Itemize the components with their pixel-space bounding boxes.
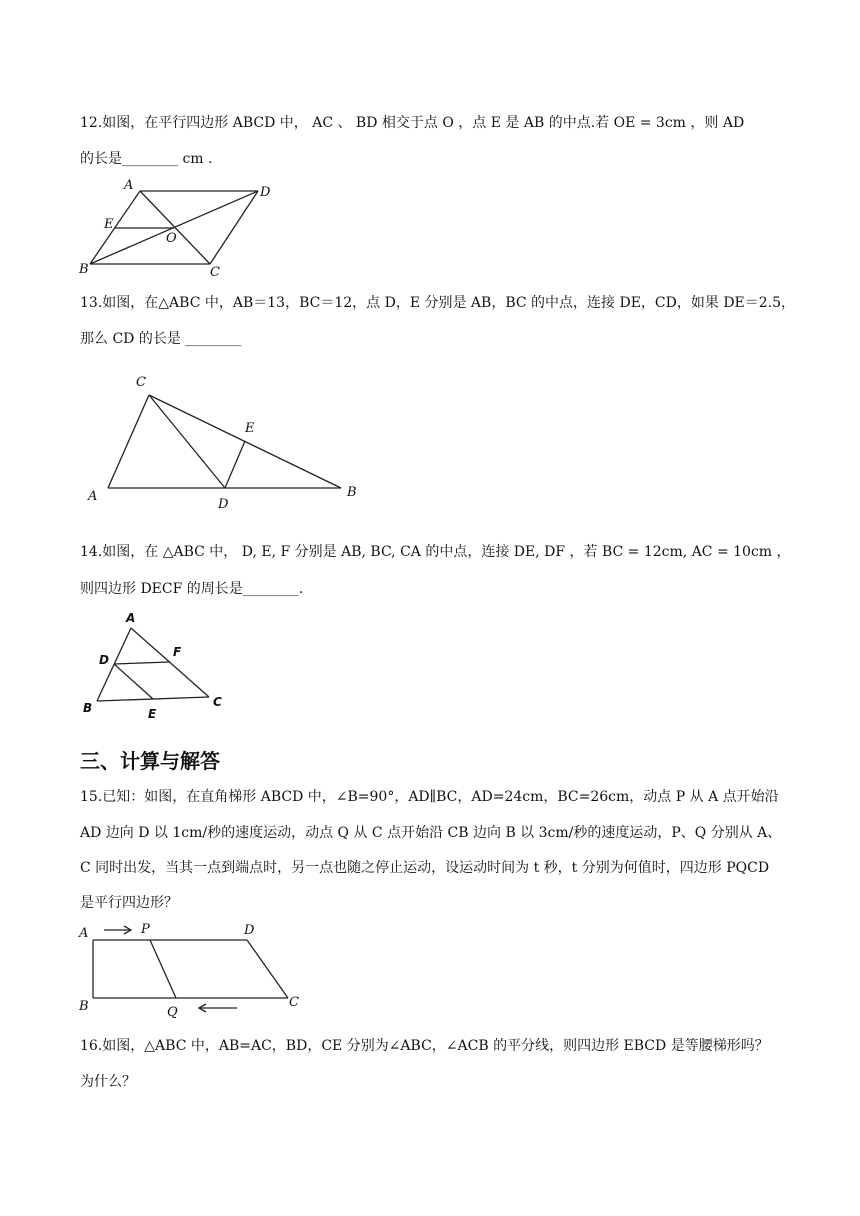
q16-text-line1: 16.如图，△ABC 中，AB=AC，BD，CE 分别为∠ABC，∠ACB 的平分线，则四边形 EBCD 是等腰梯形吗？ xyxy=(80,1038,769,1054)
q13-triangle-figure xyxy=(108,395,341,488)
q13-label-D: D xyxy=(218,497,229,512)
q15-label-B: B xyxy=(79,999,89,1014)
q15-label-P: P xyxy=(141,922,150,937)
segment-DF xyxy=(114,662,170,664)
q14-label-A: A xyxy=(126,611,136,625)
q15-label-A: A xyxy=(79,926,89,941)
q15-text-line4: 是平行四边形？ xyxy=(80,895,178,911)
q15-text-line2: AD 边向 D 以 1cm/秒的速度运动，动点 Q 从 C 点开始沿 CB 边向 B 以 3cm/秒的速度运动，P、Q 分别从 A、 xyxy=(80,825,782,841)
q12-text-line1: 12.如图，在平行四边形 ABCD 中， AC 、 BD 相交于点 O ，点 E 是 AB 的中点.若 OE = 3cm ，则 AD xyxy=(80,115,745,131)
q15-label-D: D xyxy=(244,923,255,938)
q14-text-line2: 则四边形 DECF 的周长是________. xyxy=(80,581,304,597)
q15-text-line3: C 同时出发，当其一点到端点时，另一点也随之停止运动，设运动时间为 t 秒，t 分别为何值时，四边形 PQCD xyxy=(80,860,770,876)
q16-text-line2: 为什么？ xyxy=(80,1074,136,1090)
q13-label-C: C xyxy=(136,375,146,390)
segment-CA xyxy=(108,395,149,488)
q14-label-D: D xyxy=(99,653,109,667)
q12-label-B: B xyxy=(79,262,89,277)
segment-DC xyxy=(247,940,288,998)
q14-label-B: B xyxy=(83,701,93,715)
q12-label-D: D xyxy=(260,185,271,200)
q12-figure-lines xyxy=(90,191,258,264)
section-heading: 三、计算与解答 xyxy=(80,749,220,773)
q14-label-C: C xyxy=(213,695,222,709)
q12-label-E: E xyxy=(104,217,114,232)
q13-label-B: B xyxy=(347,485,357,500)
q12-label-C: C xyxy=(210,265,220,280)
q13-label-A: A xyxy=(88,489,98,504)
q12-label-A: A xyxy=(124,178,134,193)
q15-trapezoid-figure xyxy=(93,926,288,1012)
q13-text-line2: 那么 CD 的长是 ________ xyxy=(80,331,242,347)
q15-label-Q: Q xyxy=(167,1005,178,1020)
q14-text-line1: 14.如图，在 △ABC 中， D, E, F 分别是 AB, BC, CA 的中点，连接 DE, DF ，若 BC = 12cm, AC = 10cm ， xyxy=(80,544,791,560)
q12-text-line2: 的长是________ cm . xyxy=(80,151,213,167)
segment-DE xyxy=(114,664,153,699)
q12-label-O: O xyxy=(166,231,177,246)
segment-PQ xyxy=(150,940,176,998)
q15-label-C: C xyxy=(289,995,299,1010)
q13-label-E: E xyxy=(245,421,255,436)
q14-label-F: F xyxy=(173,645,182,659)
q14-label-E: E xyxy=(148,707,157,721)
segment-CD xyxy=(149,395,225,488)
segment-DE xyxy=(225,441,245,488)
q14-triangle-figure xyxy=(97,628,209,701)
q15-text-line1: 15.已知：如图，在直角梯形 ABCD 中，∠B=90°，AD∥BC，AD=24cm，BC=26cm，动点 P 从 A 点开始沿 xyxy=(80,789,779,805)
q13-text-line1: 13.如图，在△ABC 中，AB＝13，BC＝12，点 D，E 分别是 AB，BC 的中点，连接 DE，CD，如果 DE＝2.5， xyxy=(80,295,796,311)
